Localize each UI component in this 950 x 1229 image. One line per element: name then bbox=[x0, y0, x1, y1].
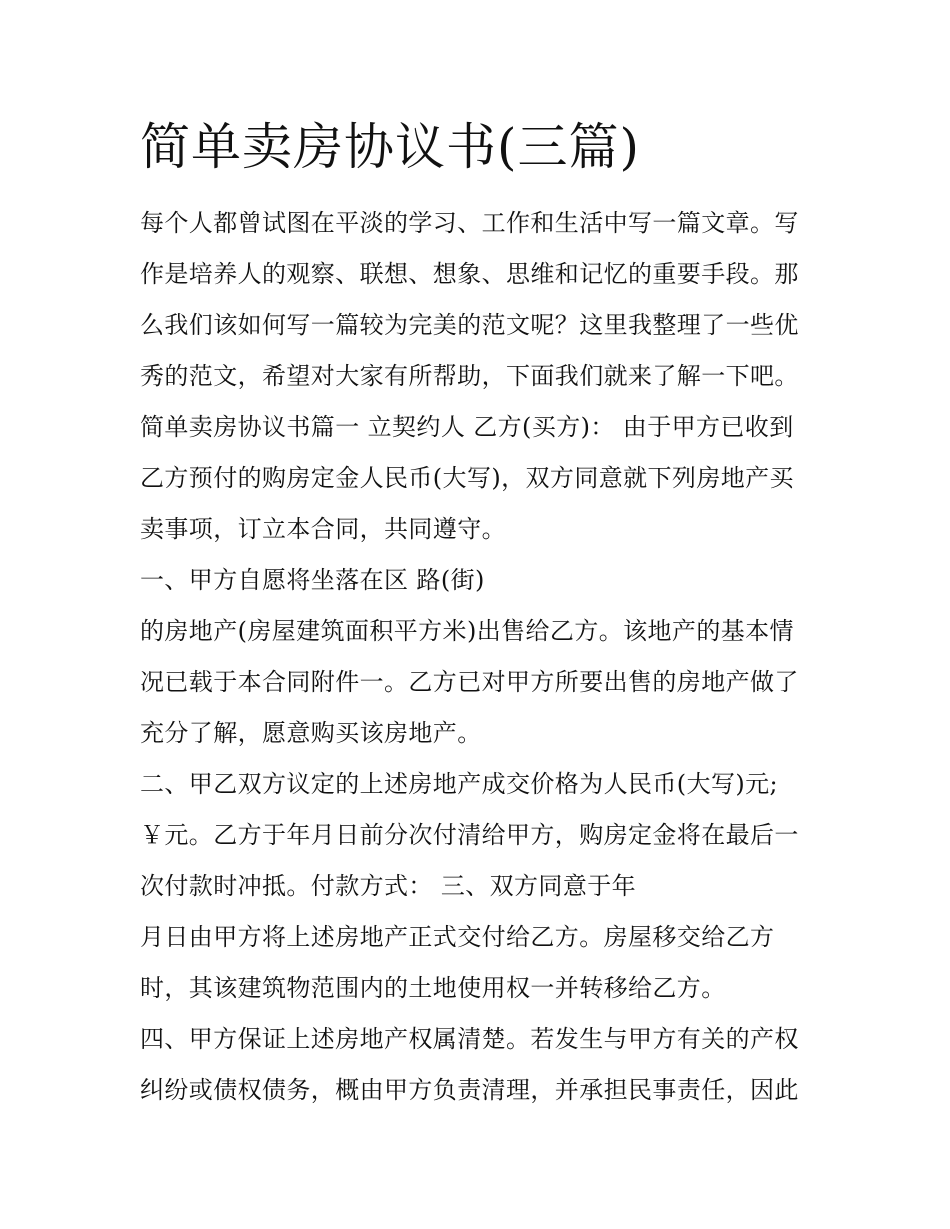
body-line: 乙方预付的购房定金人民币(大写)，双方同意就下列房地产买 bbox=[140, 464, 794, 492]
body-line: 卖事项，订立本合同，共同遵守。 bbox=[140, 515, 506, 543]
body-line: 么我们该如何写一篇较为完美的范文呢？这里我整理了一些优 bbox=[140, 311, 799, 339]
body-line: 况已载于本合同附件一。乙方已对甲方所要出售的房地产做了 bbox=[140, 668, 799, 696]
body-line: 每个人都曾试图在平淡的学习、工作和生活中写一篇文章。写 bbox=[140, 209, 799, 237]
body-line: 纠纷或债权债务，概由甲方负责清理，并承担民事责任，因此 bbox=[140, 1076, 799, 1104]
body-line: 时，其该建筑物范围内的土地使用权一并转移给乙方。 bbox=[140, 974, 726, 1002]
body-line: 简单卖房协议书篇一 立契约人 乙方(买方)： 由于甲方已收到 bbox=[140, 413, 794, 441]
body-line: 一、甲方自愿将坐落在区 路(街) bbox=[140, 566, 485, 594]
body-line: 月日由甲方将上述房地产正式交付给乙方。房屋移交给乙方 bbox=[140, 923, 775, 951]
body-line: 秀的范文，希望对大家有所帮助，下面我们就来了解一下吧。 bbox=[140, 362, 799, 390]
document-body bbox=[140, 198, 830, 1116]
document-title: 简单卖房协议书(三篇) bbox=[140, 118, 641, 176]
body-line: ￥元。乙方于年月日前分次付清给甲方，购房定金将在最后一 bbox=[140, 821, 799, 849]
body-line: 的房地产(房屋建筑面积平方米)出售给乙方。该地产的基本情 bbox=[140, 617, 794, 645]
body-line: 次付款时冲抵。付款方式： 三、双方同意于年 bbox=[140, 872, 637, 900]
body-line: 充分了解，愿意购买该房地产。 bbox=[140, 719, 482, 747]
body-line: 作是培养人的观察、联想、想象、思维和记忆的重要手段。那 bbox=[140, 260, 799, 288]
body-line: 二、甲乙双方议定的上述房地产成交价格为人民币(大写)元; bbox=[140, 770, 779, 798]
body-line: 四、甲方保证上述房地产权属清楚。若发生与甲方有关的产权 bbox=[140, 1025, 799, 1053]
